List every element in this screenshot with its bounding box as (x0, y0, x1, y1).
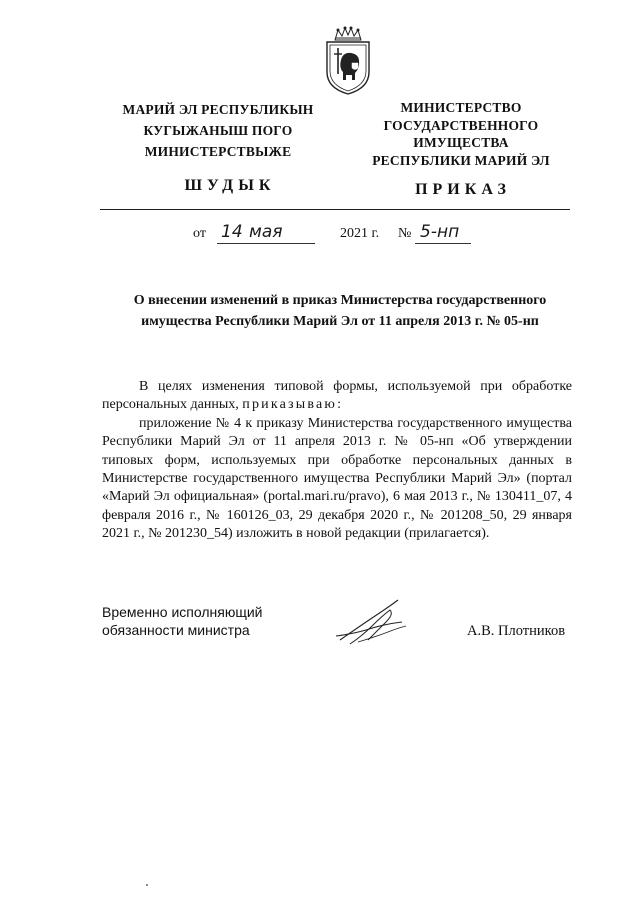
order-body (102, 378, 572, 544)
header-right-ministry-name (352, 99, 570, 169)
order-number: 5-нп (420, 222, 460, 242)
header-left-ministry-name (102, 99, 334, 162)
date-prefix: от (193, 226, 206, 241)
number-underline (415, 243, 471, 244)
signer-position-line: Временно исполняющий (102, 604, 263, 620)
header-right-line: РЕСПУБЛИКИ МАРИЙ ЭЛ (372, 152, 550, 168)
body-paragraph-1-text: В целях изменения типовой формы, используемой при обработке персональных данных, (102, 379, 572, 413)
body-paragraph-2: приложение № 4 к приказу Министерства государственного имущества Республики Марий Эл от 11 апреля 2013 г. № 05-нп «Об утверждении типовых форм, используемых при обработке персональных данных в Министерстве государственного имущества Республики Марий Эл» (портал «Марий Эл официальная» (portal.mari.ru/pravo), 6 мая 2013 г., № 130411_07, 4 февраля 2016 г., № 160126_03, 29 декабря 2020 г., № 201208_50, 29 января 2021 г., № 201230_54) изложить в новой редакции (прилагается). (102, 415, 572, 542)
doc-type-mari: ШУДЫК (184, 177, 276, 194)
doc-type-russian: ПРИКАЗ (415, 181, 511, 198)
header-left-line: МАРИЙ ЭЛ РЕСПУБЛИКЫН (122, 102, 314, 117)
coat-of-arms-icon (321, 26, 375, 96)
header-left-line: КУГЫЖАНЫШ ПОГО (143, 123, 293, 138)
header-divider (100, 209, 570, 210)
order-word: приказываю: (242, 397, 344, 413)
header-right-line: МИНИСТЕРСТВО (400, 100, 522, 115)
date-year: 2021 г. (340, 226, 380, 241)
scan-speck (146, 884, 148, 886)
signer-position-line: обязанности министра (102, 622, 250, 638)
handwritten-signature-icon (332, 596, 410, 648)
header-right-line: ИМУЩЕСТВА (413, 135, 509, 150)
signer-name: А.В. Плотников (467, 623, 566, 639)
date-number-line (193, 222, 493, 248)
order-subject: О внесении изменений в приказ Министерства государственного имущества Республики Марий Эл от 11 апреля 2013 г. № 05-нп (133, 293, 547, 329)
signer-position (102, 603, 262, 639)
header-left-line: МИНИСТЕРСТВЫЖЕ (144, 144, 292, 159)
body-paragraph-1 (102, 378, 572, 415)
number-sign: № (398, 226, 412, 241)
date-day: 14 (221, 222, 243, 242)
date-underline (217, 243, 315, 244)
date-month: мая (249, 222, 283, 242)
header-right-line: ГОСУДАРСТВЕННОГО (383, 117, 539, 133)
